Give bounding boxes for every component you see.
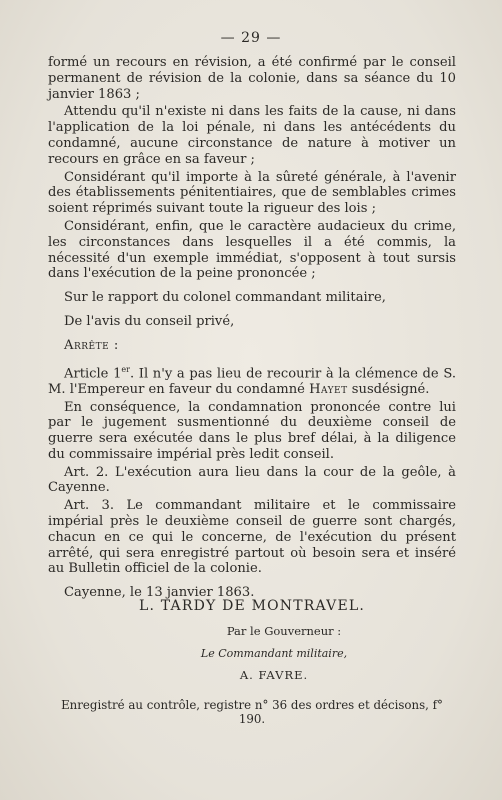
paragraph-consequence: En conséquence, la condamnation prononcée contre lui par le jugement susmentionné du deuxième conseil de guerre sera exécutée dans le plus bref délai, à la diligence du commissaire impérial près ledit conseil. bbox=[48, 399, 456, 462]
commander-role: Le Commandant militaire, bbox=[200, 647, 348, 660]
paragraph-avis: De l'avis du conseil privé, bbox=[64, 313, 235, 329]
article-1-sup: er bbox=[121, 364, 130, 374]
article-1-end: susdésigné. bbox=[347, 381, 430, 397]
decree-body bbox=[48, 55, 456, 603]
paragraph-1: formé un recours en révision, a été confirmé par le conseil permanent de révision de la colonie, dans sa séance du 10 janvier 1863 ; bbox=[48, 55, 456, 102]
article-1-text: . Il n'y a pas lieu de recourir à la clémence de S. M. l'Empereur en faveur du condamné bbox=[48, 365, 456, 397]
condemned-name: Hayet bbox=[309, 381, 348, 397]
article-1 bbox=[48, 362, 456, 398]
by-governor-line: Par le Gouverneur : bbox=[226, 624, 342, 638]
article-2: Art. 2. L'exécution aura lieu dans la cour de la geôle, à Cayenne. bbox=[48, 464, 456, 496]
paragraph-rapport: Sur le rapport du colonel commandant militaire, bbox=[64, 290, 386, 306]
paragraph-attendu: Attendu qu'il n'existe ni dans les faits de la cause, ni dans l'application de la loi pénale, ni dans les antécédents du condamné, aucune circonstance de nature à motiver un recours en grâce en sa faveur ; bbox=[48, 104, 456, 167]
commander-signature: A. FAVRE. bbox=[239, 668, 309, 682]
governor-signature: L. TARDY DE MONTRAVEL. bbox=[138, 598, 366, 614]
article-1-label: Article 1 bbox=[64, 365, 122, 381]
registration-note: Enregistré au contrôle, registre n° 36 des ordres et décisons, f° 190. bbox=[61, 698, 443, 726]
date-line: Cayenne, le 13 janvier 1863. bbox=[64, 585, 255, 601]
article-3: Art. 3. Le commandant militaire et le commissaire impérial près le deuxième conseil de guerre sont chargés, chacun en ce qui le concerne, de l'exécution du présent arrêté, qui sera enregistré partout où besoin sera et inséré au Bulletin officiel de la colonie. bbox=[48, 498, 456, 577]
page-number: — 29 — bbox=[220, 30, 282, 46]
paragraph-considerant-1: Considérant qu'il importe à la sûreté générale, à l'avenir des établissements pénitentiaires, que de semblables crimes soient réprimés suivant toute la rigueur des lois ; bbox=[48, 169, 456, 217]
paragraph-considerant-2: Considérant, enfin, que le caractère audacieux du crime, les circonstances dans lesquelles il a été commis, la nécessité d'un exemple immédiat, s'opposent à tout sursis dans l'exécution de la peine prononcée ; bbox=[48, 218, 456, 282]
arrete-heading: Arrête : bbox=[64, 337, 119, 353]
